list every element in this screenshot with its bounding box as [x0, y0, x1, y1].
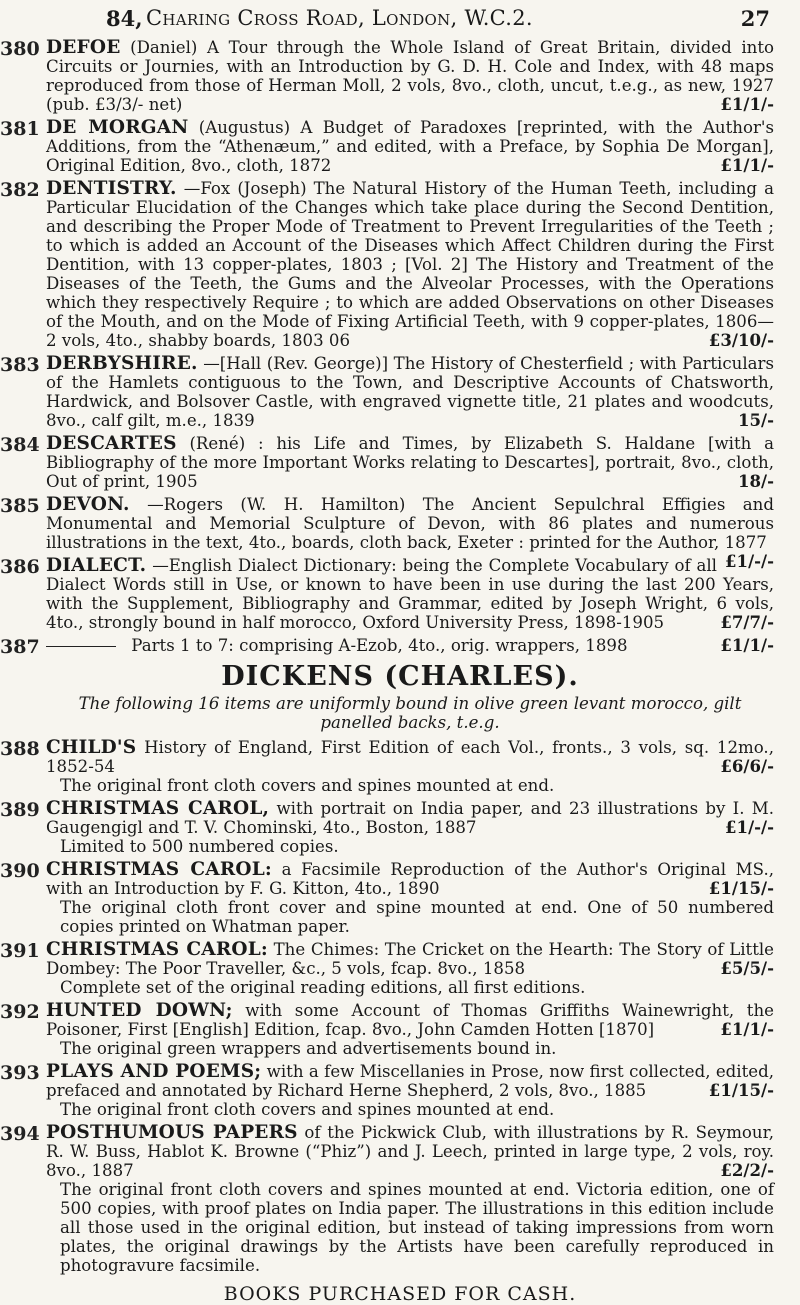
entry-description: —[Hall (Rev. George)] The History of Chesterfield ; with Particulars of the Hamlets contiguous to the Town, and Descriptive Accounts of Chatsworth, Hardwick, and Bolsover Castle, with engraved vignette title, 21 plates and woodcuts, 8vo., calf gilt, m.e., 1839: [46, 354, 774, 430]
entry-headword: DE MORGAN: [46, 117, 189, 138]
entry-body: [46, 1001, 774, 1058]
entries-dickens: [0, 738, 800, 1275]
entry-description: —Rogers (W. H. Hamilton) The Ancient Sepulchral Effigies and Monumental and Memorial Sculpture of Devon, with 86 plates and numerous illustrations in the text, 4to., boards, cloth back, Exeter : printed for the Author, 1877: [46, 495, 774, 552]
section-subtitle: The following 16 items are uniformly bound in olive green levant morocco, gilt panelled backs, t.e.g.: [78, 694, 742, 732]
entry-price: £7/7/-: [720, 612, 774, 632]
leaf-number: 27: [740, 6, 770, 31]
entry-price: £2/2/-: [720, 1160, 774, 1180]
catalogue-entry: [0, 354, 800, 430]
catalogue-entry: [0, 635, 800, 658]
entry-number: 390: [0, 860, 40, 882]
entry-price: £1/1/-: [720, 94, 774, 114]
entry-number: 389: [0, 799, 40, 821]
entry-price: £1/15/-: [708, 1080, 774, 1100]
entry-body: [46, 354, 774, 430]
entry-description: of the Pickwick Club, with illustrations by R. Seymour, R. W. Buss, Hablot K. Browne (“Phiz”) and J. Leech, printed in large type, 2 vols, roy. 8vo., 1887: [46, 1123, 774, 1180]
entry-number: 380: [0, 38, 40, 60]
entry-description: a Facsimile Reproduction of the Author's Original MS., with an Introduction by F. G. Kitton, 4to., 1890: [46, 860, 774, 898]
entry-description: (Daniel) A Tour through the Whole Island of Great Britain, divided into Circuits or Journies, with an Introduction by G. D. H. Cole and Index, with 48 maps reproduced from those of Herman Moll, 2 vols, 8vo., cloth, uncut, t.e.g., as new, 1927 (pub. £3/3/- net): [46, 38, 774, 114]
entry-description: History of England, First Edition of each Vol., fronts., 3 vols, sq. 12mo., 1852-54: [46, 738, 774, 776]
entry-description: with some Account of Thomas Griffiths Wainewright, the Poisoner, First [English] Edition, fcap. 8vo., John Camden Hotten [1870]: [46, 1001, 774, 1039]
entry-number: 382: [0, 179, 40, 201]
entry-number: 385: [0, 495, 40, 517]
entries-before-section: [0, 37, 800, 658]
entry-number: 381: [0, 118, 40, 140]
catalogue-entry: [0, 556, 800, 632]
catalogue-entry: [0, 1123, 800, 1275]
entry-price: 15/-: [737, 410, 774, 430]
catalogue-entry: [0, 179, 800, 350]
entry-note: The original front cloth covers and spines mounted at end.: [60, 1100, 555, 1119]
entry-price: £1/1/-: [720, 1019, 774, 1039]
catalogue-entry: [0, 738, 800, 795]
entry-body: [46, 940, 774, 997]
entry-number: 394: [0, 1123, 40, 1145]
entry-body: [46, 799, 774, 856]
entry-body: [46, 1123, 774, 1275]
entry-number: 386: [0, 556, 40, 578]
entry-price: £1/1/-: [720, 635, 774, 655]
catalogue-entry: [0, 1001, 800, 1058]
entry-headword: CHRISTMAS CAROL:: [46, 939, 268, 960]
catalogue-entry: [0, 940, 800, 997]
entry-body: [46, 738, 774, 795]
entry-note: Limited to 500 numbered copies.: [60, 837, 339, 856]
entry-number: 383: [0, 354, 40, 376]
entry-body: [46, 556, 774, 632]
entry-headword: DERBYSHIRE.: [46, 353, 198, 374]
entry-description: (René) : his Life and Times, by Elizabeth S. Haldane [with a Bibliography of the more Important Works relating to Descartes], portrait, 8vo., cloth, Out of print, 1905: [46, 434, 774, 491]
entry-note: Complete set of the original reading editions, all first editions.: [60, 978, 586, 997]
catalogue-entry: [0, 118, 800, 175]
entry-headword: DEVON.: [46, 494, 130, 515]
entry-number: 388: [0, 738, 40, 760]
entry-description: The Chimes: The Cricket on the Hearth: The Story of Little Dombey: The Poor Traveller, &c., 5 vols, fcap. 8vo., 1858: [46, 940, 774, 978]
entry-number: 391: [0, 940, 40, 962]
catalogue-entry: [0, 1062, 800, 1119]
entry-price: £5/5/-: [720, 958, 774, 978]
entry-body: [46, 434, 774, 491]
entry-note: The original green wrappers and advertisements bound in.: [60, 1039, 557, 1058]
entry-description: (Augustus) A Budget of Paradoxes [reprinted, with the Author's Additions, from the “Athenæum,” and edited, with a Preface, by Sophia De Morgan], Original Edition, 8vo., cloth, 1872: [46, 118, 774, 175]
catalogue-entry: [0, 38, 800, 114]
entry-note: The original cloth front cover and spine mounted at end. One of 50 numbered copies printed on Whatman paper.: [60, 898, 774, 936]
entry-number: 387: [0, 636, 40, 658]
entry-number: 393: [0, 1062, 40, 1084]
entry-headword: DEFOE: [46, 37, 121, 58]
entry-description: —English Dialect Dictionary: being the Complete Vocabulary of all Dialect Words still in Use, or known to have been in use during the last 200 Years, with the Supplement, Bibliography and Grammar, edited by Joseph Wright, 6 vols, 4to., strongly bound in half morocco, Oxford University Press, 1898-1905: [46, 556, 774, 632]
entry-headword: DIALECT.: [46, 555, 147, 576]
catalogue-entry: [0, 860, 800, 936]
entry-headword: DENTISTRY.: [46, 178, 177, 199]
entry-description: with portrait on India paper, and 23 illustrations by I. M. Gaugengigl and T. V. Chominski, 4to., Boston, 1887: [46, 799, 775, 837]
entry-headword: CHILD'S: [46, 737, 137, 758]
entry-body: [46, 38, 774, 114]
page-number: 84,: [106, 6, 143, 31]
entry-headword: CHRISTMAS CAROL:: [46, 859, 272, 880]
entry-headword: HUNTED DOWN;: [46, 1000, 233, 1021]
entry-price: £1/-/-: [725, 551, 774, 571]
entry-body: [46, 860, 774, 936]
entry-note: The original front cloth covers and spines mounted at end. Victoria edition, one of 500 copies, with proof plates on India paper. The illustrations in this edition include all those used in the original edition, but instead of taking impressions from worn plates, the original drawings by the Artists have been carefully reproduced in photogravure facsimile.: [60, 1180, 774, 1275]
entry-body: [46, 636, 774, 655]
footer-slogan: BOOKS PURCHASED FOR CASH.: [223, 1283, 577, 1305]
entry-headword: CHRISTMAS CAROL,: [46, 798, 270, 819]
entry-price: £1/-/-: [725, 817, 774, 837]
running-head: [0, 6, 800, 32]
entry-price: 18/-: [737, 471, 774, 491]
section-title: DICKENS (CHARLES).: [221, 661, 579, 692]
entry-body: [46, 179, 774, 350]
page-title: Charing Cross Road, London, W.C.2.: [146, 6, 533, 30]
entry-price: £6/6/-: [720, 756, 774, 776]
entry-note: The original front cloth covers and spines mounted at end.: [60, 776, 555, 795]
entry-headword: PLAYS AND POEMS;: [46, 1061, 262, 1082]
entry-number: 384: [0, 434, 40, 456]
entry-body: [46, 1062, 774, 1119]
entry-description: with a few Miscellanies in Prose, now first collected, edited, prefaced and annotated by Richard Herne Shepherd, 2 vols, 8vo., 1885: [46, 1062, 774, 1100]
entry-body: [46, 118, 774, 175]
entries-list: [0, 38, 800, 1305]
entry-price: £1/15/-: [708, 878, 774, 898]
ditto-rule: [46, 646, 116, 647]
entry-headword: DESCARTES: [46, 433, 177, 454]
entry-description: Parts 1 to 7: comprising A-Ezob, 4to., orig. wrappers, 1898: [131, 636, 628, 655]
catalogue-entry: [0, 799, 800, 856]
entry-price: £3/10/-: [708, 330, 774, 350]
entry-headword: POSTHUMOUS PAPERS: [46, 1122, 298, 1143]
entry-description: —Fox (Joseph) The Natural History of the Human Teeth, including a Particular Elucidation of the Changes which take place during the Second Dentition, and describing the Proper Mode of Treatment to Prevent Irregularities of the Teeth ; to which is added an Account of the Diseases which Affect Children during the First Dentition, with 13 copper-plates, 1803 ; [Vol. 2] The History and Treatment of the Diseases of the Teeth, the Gums and the Alveolar Processes, with the Operations which they respectively Require ; to which are added Observations on other Diseases of the Mouth, and on the Mode of Fixing Artificial Teeth, with 9 copper-plates, 1806—2 vols, 4to., shabby boards, 1803 06: [46, 179, 774, 350]
entry-number: 392: [0, 1001, 40, 1023]
catalogue-entry: [0, 434, 800, 491]
entry-price: £1/1/-: [720, 155, 774, 175]
